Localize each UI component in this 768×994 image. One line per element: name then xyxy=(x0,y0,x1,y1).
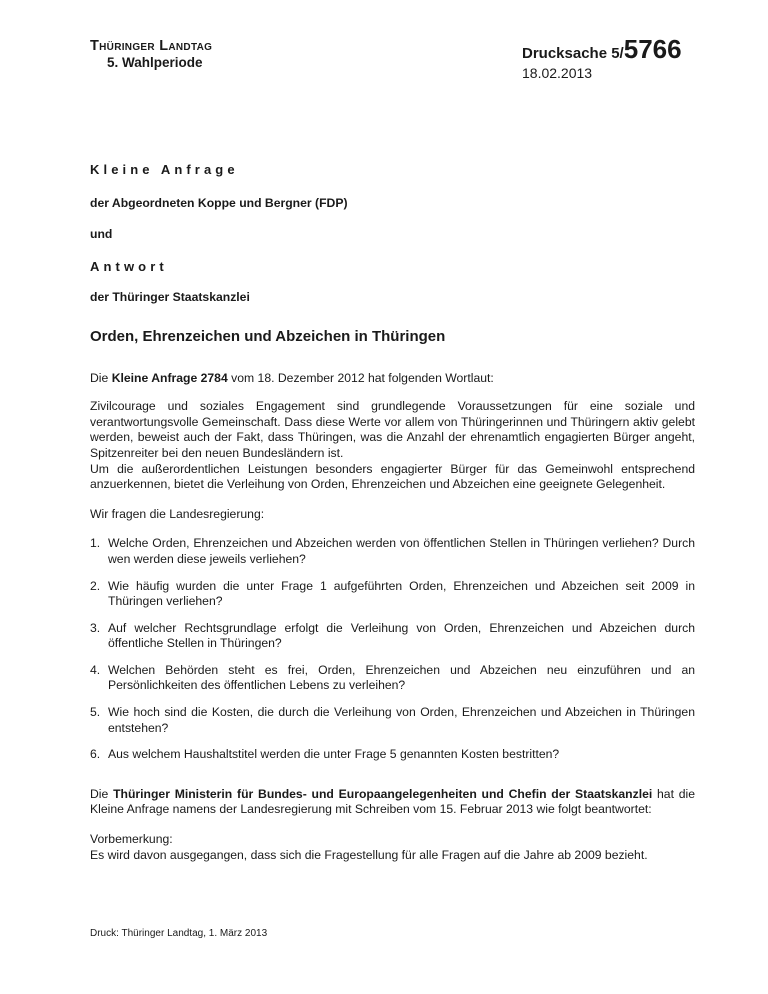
vorbemerkung-label: Vorbemerkung: xyxy=(90,832,173,847)
question-item xyxy=(90,621,695,652)
lead-bold: Kleine Anfrage 2784 xyxy=(111,370,228,385)
kleine-anfrage-heading: Kleine Anfrage xyxy=(90,162,239,177)
question-text: Welche Orden, Ehrenzeichen und Abzeichen werden von öffentlichen Stellen in Thüringen verliehen? Durch wen werden diese jeweils verliehen? xyxy=(108,536,695,566)
print-footer: Druck: Thüringer Landtag, 1. März 2013 xyxy=(90,928,268,939)
question-number: 2. xyxy=(90,578,101,593)
question-text: Aus welchem Haushaltstitel werden die unter Frage 5 genannten Kosten bestritten? xyxy=(108,747,560,762)
question-text: Auf welcher Rechtsgrundlage erfolgt die Verleihung von Orden, Ehrenzeichen und Abzeichen durch öffentliche Stellen in Thüringen? xyxy=(108,620,695,651)
question-number: 6. xyxy=(90,747,101,762)
vorbemerkung-block xyxy=(90,832,695,863)
document-date: 18.02.2013 xyxy=(522,65,593,81)
answer-intro xyxy=(90,787,695,818)
question-number: 5. xyxy=(90,705,101,720)
question-number: 4. xyxy=(90,662,101,677)
question-item xyxy=(90,536,695,567)
question-number: 1. xyxy=(90,536,101,551)
lead-paragraph xyxy=(90,371,695,387)
wortlaut-paragraph-1: Zivilcourage und soziales Engagement sind grundlegende Voraussetzungen für eine soziale und verantwortungsvolle Gemeinschaft. Dass diese Werte vor allem von Thüringerinnen und Thüringern aktiv gelebt werden, beweist auch der Fakt, dass Thüringen, was die Anzahl der ehrenamtlich engagierten Bürger angeht, Spitzenreiter bei den neuen Bundesländern ist. xyxy=(90,399,695,460)
drucksache xyxy=(522,34,682,69)
document-title: Orden, Ehrenzeichen und Abzeichen in Thüringen xyxy=(90,327,446,345)
landtag-name: Thüringer Landtag xyxy=(90,38,213,54)
question-text: Wie hoch sind die Kosten, die durch die Verleihung von Orden, Ehrenzeichen und Abzeichen in Thüringen entstehen? xyxy=(108,705,695,735)
staatskanzlei-line: der Thüringer Staatskanzlei xyxy=(90,290,250,305)
wortlaut-paragraph-2: Um die außerordentlichen Leistungen besonders engagierter Bürger für das Gemeinwohl entsprechend anzuerkennen, bietet die Verleihung von Orden, Ehrenzeichen und Abzeichen eine geeignete Gelegenheit. xyxy=(90,461,695,492)
lead-pre: Die xyxy=(90,370,112,385)
drucksache-label: Drucksache 5/ xyxy=(522,45,624,62)
answer-pre: Die xyxy=(90,786,114,801)
question-text: Welchen Behörden steht es frei, Orden, Ehrenzeichen und Abzeichen neu einzuführen und an Persönlichkeiten des öffentlichen Lebens zu verleihen? xyxy=(108,662,695,693)
lead-post: vom 18. Dezember 2012 hat folgenden Wortlaut: xyxy=(227,370,494,385)
wahlperiode: 5. Wahlperiode xyxy=(107,55,203,70)
wortlaut-block xyxy=(90,399,695,493)
header-left xyxy=(90,38,212,72)
question-item xyxy=(90,663,695,694)
fragen-intro: Wir fragen die Landesregierung: xyxy=(90,506,265,521)
question-item xyxy=(90,705,695,736)
answer-post: hat die Kleine Anfrage namens der Landesregierung mit Schreiben vom 15. Februar 2013 wie folgt beantwortet: xyxy=(90,786,695,817)
antwort-heading: Antwort xyxy=(90,258,168,274)
question-text: Wie häufig wurden die unter Frage 1 aufgeführten Orden, Ehrenzeichen und Abzeichen seit 2009 in Thüringen verliehen? xyxy=(108,578,695,609)
abgeordnete-line: der Abgeordneten Koppe und Bergner (FDP) xyxy=(90,195,348,210)
question-number: 3. xyxy=(90,620,101,635)
vorbemerkung-text: Es wird davon ausgegangen, dass sich die Fragestellung für alle Fragen auf die Jahre ab 2009 bezieht. xyxy=(90,847,648,862)
answer-bold: Thüringer Ministerin für Bundes- und Europaangelegenheiten und Chefin der Staatskanzlei xyxy=(113,786,653,801)
document-body xyxy=(90,162,695,863)
question-list xyxy=(90,536,695,763)
und-line: und xyxy=(90,227,113,242)
question-item xyxy=(90,747,695,763)
drucksache-number: 5766 xyxy=(623,34,682,64)
question-item xyxy=(90,579,695,610)
header-right xyxy=(522,34,682,81)
